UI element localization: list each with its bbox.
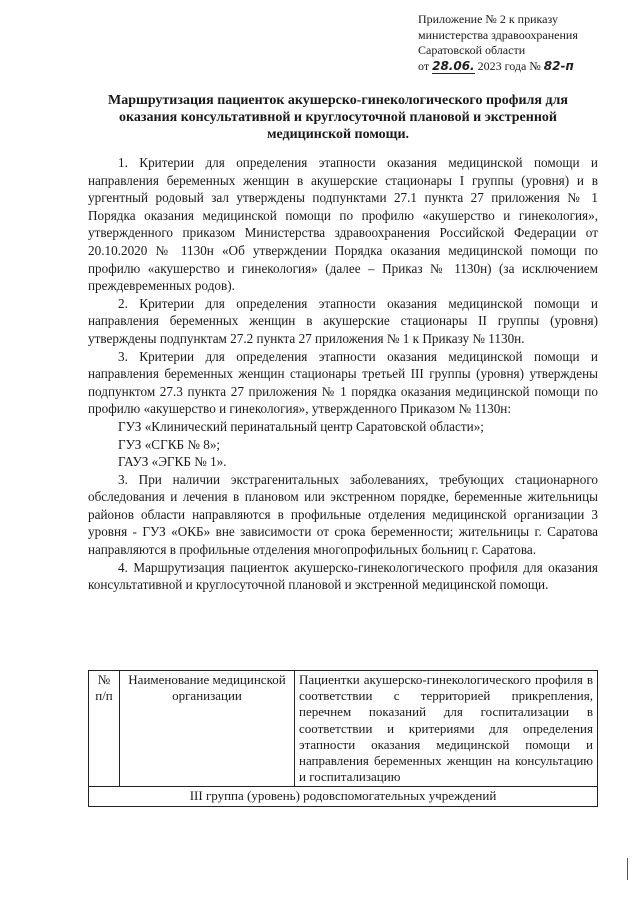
handwritten-date: 28.06. bbox=[432, 58, 475, 73]
header-line-4 bbox=[418, 59, 623, 75]
paragraph-4: 4. Маршрутизация пациенток акушерско-гинекологического профиля для оказания консультативной и круглосуточной плановой и экстренной медицинской помощи. bbox=[88, 559, 598, 593]
paragraph-3b: 3. При наличии экстрагенитальных заболеваниях, требующих стационарного обследования и лечения в плановом или экстренном порядке, беременные жительницы районов области направляются в профильные отделения медицинской организации 3 уровня - ГУЗ «ОКБ» вне зависимости от срока беременности; жительницы г. Саратова направляются в профильные отделения многопрофильных больниц г. Саратова. bbox=[88, 471, 598, 558]
organization-2: ГУЗ «СГКБ № 8»; bbox=[118, 436, 221, 452]
paragraph-1: 1. Критерии для определения этапности оказания медицинской помощи и направления беременных женщин в акушерские стационары I группы (уровня) и в ургентный родовый зал утверждены подпунктами 27.1 пункта 27 приложения № 1 Порядка оказания медицинской помощи по профилю «акушерство и гинекология», утвержденного приказом Министерства здравоохранения Российской Федерации от 20.10.2020 № 1130н «Об утверждении Порядка оказания медицинской помощи по профилю «акушерство и гинекология» (далее – Приказ № 1130н) (за исключением преждевременных родов). bbox=[88, 155, 598, 294]
column-header-patients: Пациентки акушерско-гинекологического профиля в соответствии с территорией прикрепления, перечнем показаний для госпитализации в соответствии и критериями для определения этапности оказания медицинской помощи и направления беременных женщин на консультацию и госпитализацию bbox=[295, 671, 598, 787]
group-row-label: III группа (уровень) родовспомогательных учреждений bbox=[89, 787, 598, 806]
paragraph-2: 2. Критерии для определения этапности оказания медицинской помощи и направления беременных женщин в акушерские стационары II группы (уровня) утверждены подпунктам 27.2 пункта 27 приложения № 1 к Приказу № 1130н. bbox=[88, 295, 598, 346]
header-line-3: Саратовской области bbox=[418, 43, 526, 57]
column-header-number: № п/п bbox=[89, 671, 120, 787]
margin-mark bbox=[627, 858, 628, 880]
header-date-prefix: от bbox=[418, 58, 430, 73]
table-row bbox=[89, 787, 598, 806]
header-line-2: министерства здравоохранения bbox=[418, 27, 578, 42]
document-body bbox=[88, 154, 598, 594]
table-header-row bbox=[89, 671, 598, 787]
column-header-organization: Наименование медицинской организации bbox=[120, 671, 295, 787]
paragraph-3: 3. Критерии для определения этапности оказания медицинской помощи и направления беременных женщин стационары третьей III группы (уровня) утверждены подпунктом 27.3 пункта 27 приложения № 1 порядка оказания медицинской помощи по профилю «акушерство и гинекология», утвержденного Приказом № 1130н: bbox=[88, 348, 598, 417]
handwritten-number: 82-п bbox=[543, 58, 574, 73]
header-line-1: Приложение № 2 к приказу bbox=[418, 12, 558, 26]
document-title: Маршрутизация пациенток акушерско-гинекологического профиля для оказания консультативной и круглосуточной плановой и экстренной медицинской помощи. bbox=[108, 93, 568, 142]
organization-3: ГАУЗ «ЭГКБ № 1». bbox=[118, 454, 227, 470]
organization-1: ГУЗ «Клинический перинатальный центр Саратовской области»; bbox=[118, 418, 484, 434]
header-year-number: 2023 года № bbox=[477, 58, 541, 73]
appendix-header bbox=[418, 12, 623, 74]
routing-table bbox=[88, 670, 598, 807]
